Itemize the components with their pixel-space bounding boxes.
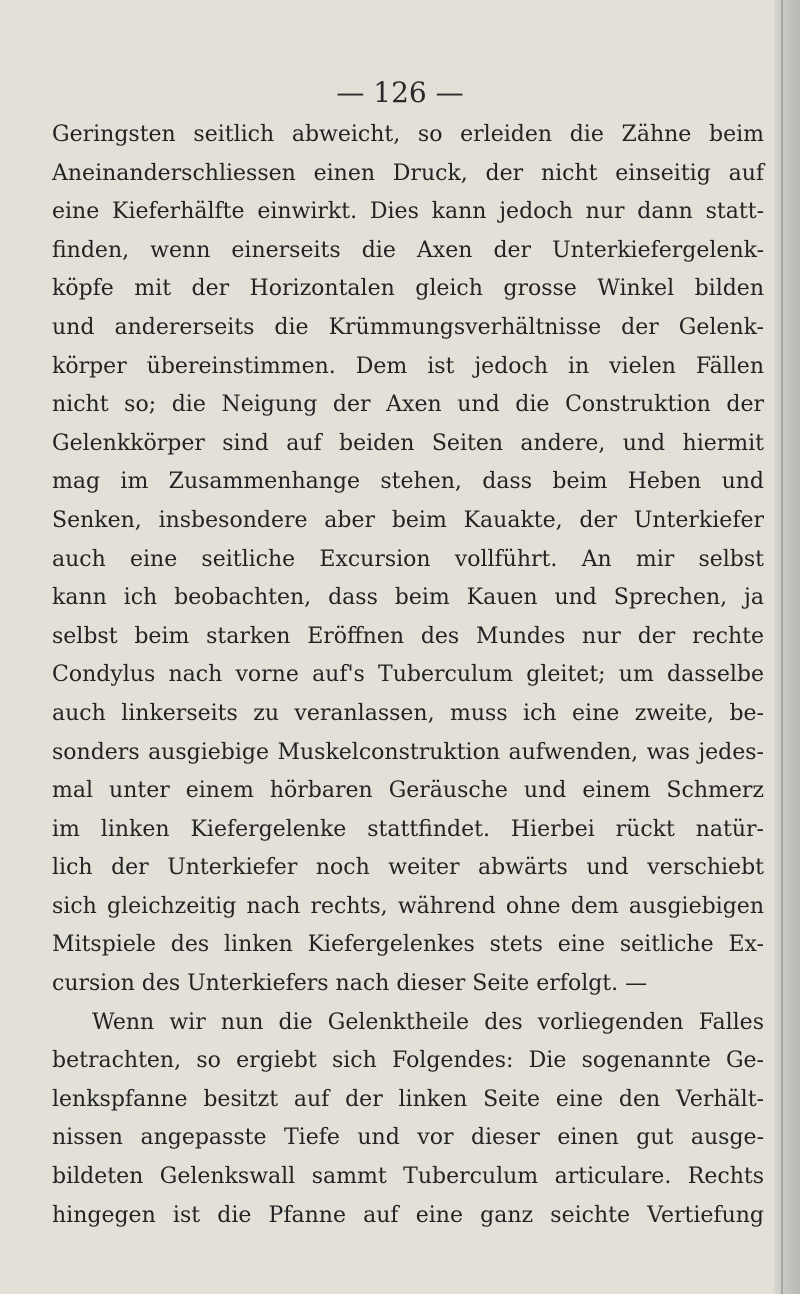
text-line: im linken Kiefergelenke stattfindet. Hierbei rückt natür-: [52, 816, 764, 842]
text-line: finden, wenn einerseits die Axen der Unterkiefergelenk-: [52, 237, 764, 263]
text-line: lich der Unterkiefer noch weiter abwärts und verschiebt: [52, 855, 764, 881]
page-edge-shadow: [774, 0, 800, 1294]
text-line: Aneinanderschliessen einen Druck, der nicht einseitig auf: [52, 160, 764, 186]
text-line: Geringsten seitlich abweicht, so erleiden die Zähne beim: [52, 122, 764, 147]
text-line: cursion des Unterkiefers nach dieser Seite erfolgt. —: [52, 971, 648, 997]
text-line: mag im Zusammenhange stehen, dass beim Heben und: [52, 469, 764, 495]
text-line: hingegen ist die Pfanne auf eine ganz seichte Vertiefung: [52, 1202, 764, 1228]
body-text: [52, 116, 764, 1235]
text-line: auch eine seitliche Excursion vollführt. An mir selbst: [52, 546, 764, 572]
text-line: nissen angepasste Tiefe und vor dieser einen gut ausge-: [52, 1125, 764, 1151]
text-line: Gelenkkörper sind auf beiden Seiten andere, und hiermit: [52, 430, 764, 456]
page-edge-line: [781, 0, 783, 1294]
text-line: sonders ausgiebige Muskelconstruktion aufwenden, was jedes-: [52, 739, 764, 765]
text-line: Mitspiele des linken Kiefergelenkes stets eine seitliche Ex-: [52, 932, 764, 958]
text-line: kann ich beobachten, dass beim Kauen und Sprechen, ja: [52, 585, 764, 611]
text-line: Wenn wir nun die Gelenktheile des vorliegenden Falles: [92, 1009, 764, 1035]
text-line: lenkspfanne besitzt auf der linken Seite eine den Verhält-: [52, 1086, 764, 1112]
page-number: — 126 —: [336, 76, 464, 109]
text-line: sich gleichzeitig nach rechts, während ohne dem ausgiebigen: [52, 893, 764, 919]
text-line: Senken, insbesondere aber beim Kauakte, der Unterkiefer: [52, 507, 764, 533]
text-line: Condylus nach vorne auf's Tuberculum gleitet; um dasselbe: [52, 662, 764, 688]
text-line: selbst beim starken Eröffnen des Mundes nur der rechte: [52, 623, 764, 649]
text-line: bildeten Gelenkswall sammt Tuberculum articulare. Rechts: [52, 1164, 764, 1190]
text-line: auch linkerseits zu veranlassen, muss ich eine zweite, be-: [52, 700, 764, 726]
text-line: eine Kieferhälfte einwirkt. Dies kann jedoch nur dann statt-: [52, 199, 764, 225]
text-line: und andererseits die Krümmungsverhältnisse der Gelenk-: [52, 314, 764, 340]
text-line: mal unter einem hörbaren Geräusche und einem Schmerz: [52, 778, 764, 804]
text-line: betrachten, so ergiebt sich Folgendes: Die sogenannte Ge-: [52, 1048, 764, 1074]
text-line: körper übereinstimmen. Dem ist jedoch in vielen Fällen: [52, 353, 764, 379]
text-line: nicht so; die Neigung der Axen und die Construktion der: [52, 392, 764, 418]
text-line: köpfe mit der Horizontalen gleich grosse Winkel bilden: [52, 276, 764, 302]
